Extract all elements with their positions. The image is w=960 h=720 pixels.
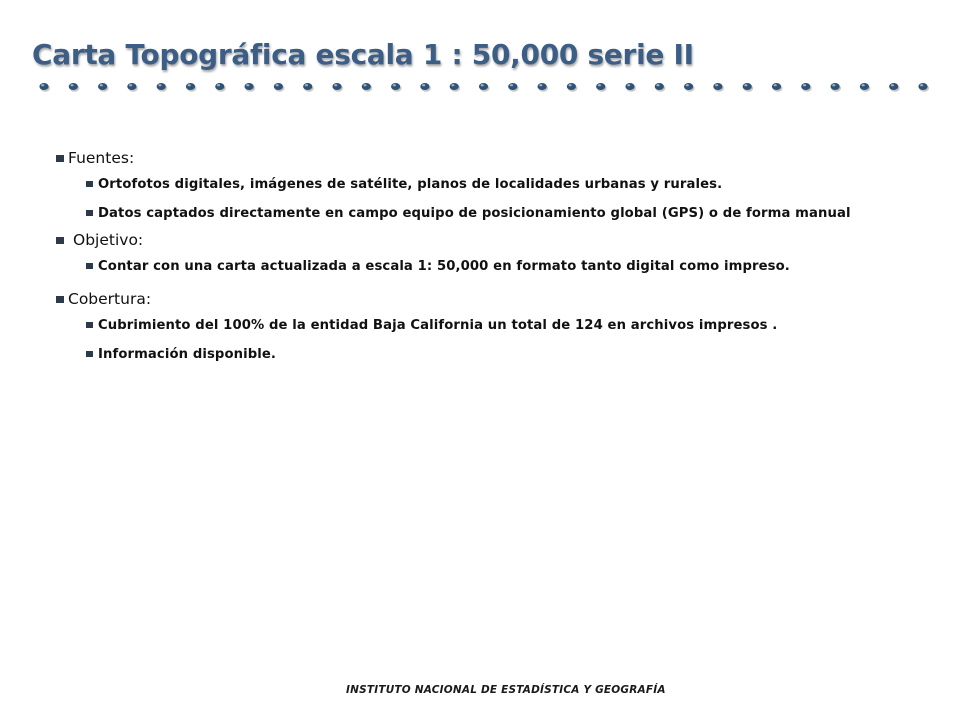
divider-dot-highlight — [510, 84, 513, 86]
list-item — [56, 346, 902, 363]
divider-dot — [889, 83, 898, 90]
section-heading-cobertura: Cobertura: — [68, 290, 152, 308]
divider-dot-highlight — [627, 84, 630, 86]
divider-dot — [831, 83, 840, 90]
bullet-square-icon — [56, 237, 64, 244]
list-item — [56, 258, 902, 275]
bullet-square-icon — [56, 296, 64, 303]
divider-dot-highlight — [217, 84, 220, 86]
divider-dot-highlight — [305, 84, 308, 86]
bullet-square-icon — [86, 210, 93, 216]
divider-dot — [860, 83, 869, 90]
list-item — [56, 176, 902, 193]
divider-dot — [69, 83, 78, 90]
list-item — [56, 205, 902, 222]
bullet-square-icon — [56, 155, 64, 162]
divider-dot-highlight — [334, 84, 337, 86]
divider-dot — [918, 83, 927, 90]
divider-dot-highlight — [188, 84, 191, 86]
footer-institution: INSTITUTO NACIONAL DE ESTADÍSTICA Y GEOGRAFÍA — [346, 684, 666, 696]
divider-dot — [391, 83, 400, 90]
divider-dot-highlight — [246, 84, 249, 86]
divider-dot-highlight — [422, 84, 425, 86]
divider-dot-highlight — [803, 84, 806, 86]
list-item-text: Información disponible. — [98, 347, 277, 362]
divider-dot-highlight — [891, 84, 894, 86]
divider-dot-highlight — [744, 84, 747, 86]
divider-dot — [186, 83, 195, 90]
divider-dot-highlight — [129, 84, 132, 86]
divider-dot-highlight — [100, 84, 103, 86]
divider-dot — [157, 83, 166, 90]
divider-dot-highlight — [686, 84, 689, 86]
divider-dot-highlight — [656, 84, 659, 86]
divider-dot-highlight — [715, 84, 718, 86]
list-item-text: Contar con una carta actualizada a escala 1: 50,000 en formato tanto digital como impreso. — [98, 259, 790, 274]
divider-dot — [508, 83, 517, 90]
divider-dot — [98, 83, 107, 90]
section-heading-fuentes: Fuentes: — [68, 149, 135, 167]
divider-dot — [801, 83, 810, 90]
divider-dot-highlight — [539, 84, 542, 86]
divider-dot-highlight — [481, 84, 484, 86]
divider-dot-highlight — [774, 84, 777, 86]
divider-dot-highlight — [393, 84, 396, 86]
divider-dot — [303, 83, 312, 90]
divider-dot — [655, 83, 664, 90]
divider-dot-highlight — [832, 84, 835, 86]
section-fuentes — [56, 146, 902, 170]
bullet-square-icon — [86, 322, 93, 328]
list-item-text: Ortofotos digitales, imágenes de satélite, planos de localidades urbanas y rurales. — [98, 177, 723, 192]
divider-dot — [772, 83, 781, 90]
divider-dot-highlight — [70, 84, 73, 86]
divider-dot — [39, 83, 48, 90]
list-item-text: Datos captados directamente en campo equipo de posicionamiento global (GPS) o de forma manual — [98, 206, 851, 221]
divider-dot — [567, 83, 576, 90]
divider-dot — [127, 83, 136, 90]
divider-dot — [684, 83, 693, 90]
divider-dot-highlight — [451, 84, 454, 86]
divider-dot — [625, 83, 634, 90]
divider-dot — [743, 83, 752, 90]
divider-dot-highlight — [363, 84, 366, 86]
section-heading-objetivo: Objetivo: — [73, 231, 144, 249]
divider-dot-highlight — [920, 84, 923, 86]
divider-dot-highlight — [276, 84, 279, 86]
divider-dot — [245, 83, 254, 90]
divider-dot-highlight — [158, 84, 161, 86]
bullet-square-icon — [86, 181, 93, 187]
divider-dot — [450, 83, 459, 90]
dotted-divider — [38, 80, 938, 94]
slide-title: Carta Topográfica escala 1 : 50,000 serie II — [32, 38, 694, 71]
divider-dot — [274, 83, 283, 90]
bullet-square-icon — [86, 351, 93, 357]
divider-dot — [596, 83, 605, 90]
list-item-text: Cubrimiento del 100% de la entidad Baja California un total de 124 en archivos impresos . — [98, 318, 778, 333]
divider-dot-highlight — [862, 84, 865, 86]
section-objetivo — [56, 228, 902, 252]
divider-dot-highlight — [41, 84, 44, 86]
divider-dot — [538, 83, 547, 90]
slide-content — [56, 146, 902, 375]
divider-dot — [215, 83, 224, 90]
divider-dot — [332, 83, 341, 90]
list-item — [56, 317, 902, 334]
divider-dot — [420, 83, 429, 90]
divider-dot — [713, 83, 722, 90]
bullet-square-icon — [86, 263, 93, 269]
divider-dot — [362, 83, 371, 90]
divider-dot-highlight — [569, 84, 572, 86]
section-cobertura — [56, 287, 902, 311]
divider-dot-highlight — [598, 84, 601, 86]
divider-dot — [479, 83, 488, 90]
